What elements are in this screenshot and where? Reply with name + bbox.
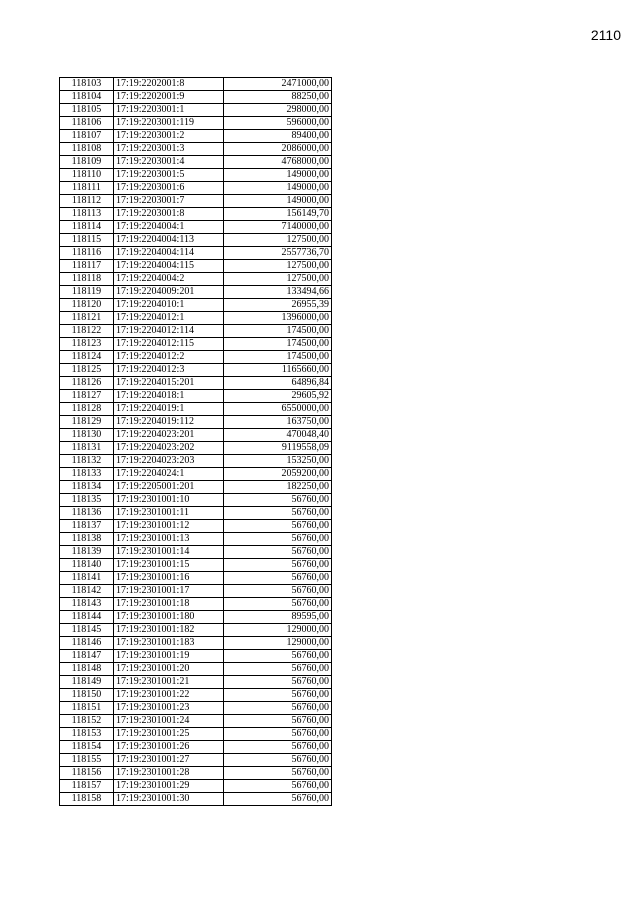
cadastral-number-cell: 17:19:2301001:22 [114,689,224,702]
row-number-cell: 118120 [60,299,114,312]
row-number-cell: 118141 [60,572,114,585]
cadastral-number-cell: 17:19:2204009:201 [114,286,224,299]
cadastral-value-cell: 56760,00 [224,520,332,533]
cadastral-number-cell: 17:19:2301001:16 [114,572,224,585]
table-row [60,793,332,806]
cadastral-value-cell: 470048,40 [224,429,332,442]
cadastral-number-cell: 17:19:2301001:21 [114,676,224,689]
cadastral-value-cell: 4768000,00 [224,156,332,169]
table-row [60,208,332,221]
row-number-cell: 118124 [60,351,114,364]
cadastral-number-cell: 17:19:2301001:14 [114,546,224,559]
row-number-cell: 118156 [60,767,114,780]
cadastral-number-cell: 17:19:2204004:1 [114,221,224,234]
cadastral-value-cell: 56760,00 [224,533,332,546]
table-row [60,715,332,728]
row-number-cell: 118132 [60,455,114,468]
row-number-cell: 118112 [60,195,114,208]
row-number-cell: 118133 [60,468,114,481]
row-number-cell: 118113 [60,208,114,221]
table-row [60,455,332,468]
table-row [60,221,332,234]
table-row [60,377,332,390]
row-number-cell: 118149 [60,676,114,689]
cadastral-number-cell: 17:19:2202001:8 [114,78,224,91]
row-number-cell: 118150 [60,689,114,702]
cadastral-value-cell: 127500,00 [224,273,332,286]
table-row [60,780,332,793]
row-number-cell: 118142 [60,585,114,598]
row-number-cell: 118110 [60,169,114,182]
cadastral-number-cell: 17:19:2204023:201 [114,429,224,442]
cadastral-number-cell: 17:19:2204012:2 [114,351,224,364]
row-number-cell: 118131 [60,442,114,455]
cadastral-number-cell: 17:19:2204024:1 [114,468,224,481]
cadastral-value-cell: 56760,00 [224,715,332,728]
row-number-cell: 118135 [60,494,114,507]
cadastral-number-cell: 17:19:2203001:2 [114,130,224,143]
row-number-cell: 118155 [60,754,114,767]
table-row [60,247,332,260]
cadastral-number-cell: 17:19:2204019:1 [114,403,224,416]
cadastral-number-cell: 17:19:2301001:183 [114,637,224,650]
row-number-cell: 118117 [60,260,114,273]
table-row [60,91,332,104]
cadastral-value-cell: 2471000,00 [224,78,332,91]
row-number-cell: 118153 [60,728,114,741]
row-number-cell: 118104 [60,91,114,104]
table-row [60,546,332,559]
cadastral-value-cell: 133494,66 [224,286,332,299]
cadastral-value-cell: 1165660,00 [224,364,332,377]
row-number-cell: 118103 [60,78,114,91]
cadastral-value-cell: 56760,00 [224,689,332,702]
table-row [60,273,332,286]
cadastral-number-cell: 17:19:2301001:26 [114,741,224,754]
cadastral-value-cell: 182250,00 [224,481,332,494]
row-number-cell: 118138 [60,533,114,546]
cadastral-value-cell: 56760,00 [224,780,332,793]
cadastral-value-cell: 149000,00 [224,182,332,195]
table-row [60,442,332,455]
table-row [60,481,332,494]
table-body [60,78,332,806]
cadastral-number-cell: 17:19:2301001:17 [114,585,224,598]
cadastral-number-cell: 17:19:2301001:23 [114,702,224,715]
cadastral-number-cell: 17:19:2301001:25 [114,728,224,741]
cadastral-number-cell: 17:19:2301001:30 [114,793,224,806]
cadastral-number-cell: 17:19:2203001:5 [114,169,224,182]
row-number-cell: 118115 [60,234,114,247]
cadastral-value-cell: 127500,00 [224,234,332,247]
cadastral-number-cell: 17:19:2204019:112 [114,416,224,429]
cadastral-value-cell: 129000,00 [224,637,332,650]
row-number-cell: 118123 [60,338,114,351]
row-number-cell: 118118 [60,273,114,286]
cadastral-number-cell: 17:19:2203001:6 [114,182,224,195]
row-number-cell: 118114 [60,221,114,234]
row-number-cell: 118125 [60,364,114,377]
cadastral-number-cell: 17:19:2204023:202 [114,442,224,455]
cadastral-value-cell: 56760,00 [224,663,332,676]
table-row [60,299,332,312]
table-row [60,143,332,156]
cadastral-value-cell: 56760,00 [224,507,332,520]
cadastral-number-cell: 17:19:2203001:1 [114,104,224,117]
cadastral-value-cell: 298000,00 [224,104,332,117]
cadastral-value-cell: 129000,00 [224,624,332,637]
row-number-cell: 118105 [60,104,114,117]
cadastral-number-cell: 17:19:2204023:203 [114,455,224,468]
table-row [60,689,332,702]
row-number-cell: 118127 [60,390,114,403]
table-row [60,494,332,507]
cadastral-value-cell: 153250,00 [224,455,332,468]
row-number-cell: 118128 [60,403,114,416]
cadastral-number-cell: 17:19:2301001:11 [114,507,224,520]
table-row [60,598,332,611]
cadastral-number-cell: 17:19:2205001:201 [114,481,224,494]
cadastral-number-cell: 17:19:2204012:114 [114,325,224,338]
cadastral-number-cell: 17:19:2203001:3 [114,143,224,156]
table-row [60,403,332,416]
cadastral-value-cell: 56760,00 [224,546,332,559]
cadastral-value-cell: 56760,00 [224,676,332,689]
cadastral-value-cell: 7140000,00 [224,221,332,234]
cadastral-number-cell: 17:19:2204004:2 [114,273,224,286]
cadastral-value-cell: 56760,00 [224,793,332,806]
row-number-cell: 118147 [60,650,114,663]
table-row [60,676,332,689]
row-number-cell: 118109 [60,156,114,169]
cadastral-value-cell: 56760,00 [224,767,332,780]
cadastral-value-cell: 174500,00 [224,325,332,338]
cadastral-value-cell: 56760,00 [224,559,332,572]
cadastral-number-cell: 17:19:2204015:201 [114,377,224,390]
cadastral-number-cell: 17:19:2204004:113 [114,234,224,247]
cadastral-number-cell: 17:19:2301001:12 [114,520,224,533]
row-number-cell: 118134 [60,481,114,494]
cadastral-number-cell: 17:19:2301001:18 [114,598,224,611]
cadastral-value-cell: 149000,00 [224,169,332,182]
table-row [60,767,332,780]
cadastral-number-cell: 17:19:2301001:28 [114,767,224,780]
row-number-cell: 118143 [60,598,114,611]
row-number-cell: 118158 [60,793,114,806]
cadastral-value-cell: 56760,00 [224,754,332,767]
table-row [60,663,332,676]
cadastral-value-cell: 156149,70 [224,208,332,221]
cadastral-value-cell: 56760,00 [224,585,332,598]
row-number-cell: 118119 [60,286,114,299]
cadastral-number-cell: 17:19:2301001:24 [114,715,224,728]
cadastral-value-cell: 56760,00 [224,572,332,585]
table-row [60,104,332,117]
row-number-cell: 118121 [60,312,114,325]
table-row [60,312,332,325]
row-number-cell: 118148 [60,663,114,676]
row-number-cell: 118106 [60,117,114,130]
row-number-cell: 118146 [60,637,114,650]
cadastral-value-cell: 174500,00 [224,338,332,351]
cadastral-value-cell: 88250,00 [224,91,332,104]
cadastral-value-cell: 64896,84 [224,377,332,390]
cadastral-number-cell: 17:19:2301001:29 [114,780,224,793]
row-number-cell: 118152 [60,715,114,728]
table-row [60,559,332,572]
table-row [60,260,332,273]
cadastral-number-cell: 17:19:2301001:27 [114,754,224,767]
row-number-cell: 118126 [60,377,114,390]
cadastral-value-cell: 56760,00 [224,598,332,611]
table-row [60,182,332,195]
row-number-cell: 118137 [60,520,114,533]
table-row [60,650,332,663]
cadastral-number-cell: 17:19:2301001:182 [114,624,224,637]
row-number-cell: 118122 [60,325,114,338]
cadastral-number-cell: 17:19:2204004:115 [114,260,224,273]
table-row [60,637,332,650]
table-row [60,624,332,637]
cadastral-value-cell: 2059200,00 [224,468,332,481]
cadastral-value-cell: 56760,00 [224,702,332,715]
table-row [60,533,332,546]
row-number-cell: 118140 [60,559,114,572]
cadastral-value-cell: 89595,00 [224,611,332,624]
page-number: 2110 [590,27,621,43]
table-row [60,390,332,403]
row-number-cell: 118154 [60,741,114,754]
table-row [60,169,332,182]
cadastral-number-cell: 17:19:2204012:115 [114,338,224,351]
cadastral-value-cell: 6550000,00 [224,403,332,416]
cadastral-number-cell: 17:19:2301001:13 [114,533,224,546]
cadastral-number-cell: 17:19:2301001:20 [114,663,224,676]
row-number-cell: 118136 [60,507,114,520]
cadastral-number-cell: 17:19:2204004:114 [114,247,224,260]
row-number-cell: 118116 [60,247,114,260]
cadastral-number-cell: 17:19:2301001:15 [114,559,224,572]
cadastral-number-cell: 17:19:2203001:8 [114,208,224,221]
table-row [60,416,332,429]
row-number-cell: 118130 [60,429,114,442]
row-number-cell: 118139 [60,546,114,559]
cadastral-value-cell: 163750,00 [224,416,332,429]
cadastral-number-cell: 17:19:2204010:1 [114,299,224,312]
cadastral-number-cell: 17:19:2203001:4 [114,156,224,169]
cadastral-value-cell: 26955,39 [224,299,332,312]
cadastral-value-cell: 56760,00 [224,650,332,663]
row-number-cell: 118111 [60,182,114,195]
table-row [60,234,332,247]
cadastral-value-cell: 56760,00 [224,494,332,507]
cadastral-value-cell: 9119558,09 [224,442,332,455]
cadastral-value-cell: 89400,00 [224,130,332,143]
table-row [60,754,332,767]
cadastral-value-table [59,77,332,806]
cadastral-value-cell: 29605,92 [224,390,332,403]
row-number-cell: 118145 [60,624,114,637]
table-row [60,728,332,741]
row-number-cell: 118107 [60,130,114,143]
table-row [60,741,332,754]
cadastral-value-cell: 56760,00 [224,728,332,741]
table-row [60,611,332,624]
table-row [60,585,332,598]
cadastral-value-cell: 174500,00 [224,351,332,364]
cadastral-number-cell: 17:19:2301001:19 [114,650,224,663]
cadastral-number-cell: 17:19:2204018:1 [114,390,224,403]
table-row [60,130,332,143]
row-number-cell: 118157 [60,780,114,793]
table-row [60,520,332,533]
table-row [60,468,332,481]
table-row [60,351,332,364]
table-row [60,429,332,442]
cadastral-value-cell: 2557736,70 [224,247,332,260]
cadastral-number-cell: 17:19:2203001:7 [114,195,224,208]
cadastral-number-cell: 17:19:2301001:10 [114,494,224,507]
table-row [60,338,332,351]
row-number-cell: 118151 [60,702,114,715]
cadastral-number-cell: 17:19:2204012:1 [114,312,224,325]
cadastral-value-cell: 56760,00 [224,741,332,754]
table-row [60,572,332,585]
cadastral-number-cell: 17:19:2202001:9 [114,91,224,104]
table-row [60,78,332,91]
table-row [60,507,332,520]
table-row [60,364,332,377]
cadastral-number-cell: 17:19:2203001:119 [114,117,224,130]
cadastral-number-cell: 17:19:2301001:180 [114,611,224,624]
table-row [60,195,332,208]
row-number-cell: 118129 [60,416,114,429]
row-number-cell: 118108 [60,143,114,156]
row-number-cell: 118144 [60,611,114,624]
table-row [60,325,332,338]
cadastral-value-cell: 149000,00 [224,195,332,208]
table-row [60,117,332,130]
cadastral-number-cell: 17:19:2204012:3 [114,364,224,377]
cadastral-value-cell: 2086000,00 [224,143,332,156]
cadastral-value-cell: 1396000,00 [224,312,332,325]
cadastral-value-cell: 596000,00 [224,117,332,130]
table-row [60,286,332,299]
table-row [60,156,332,169]
table-row [60,702,332,715]
cadastral-value-cell: 127500,00 [224,260,332,273]
